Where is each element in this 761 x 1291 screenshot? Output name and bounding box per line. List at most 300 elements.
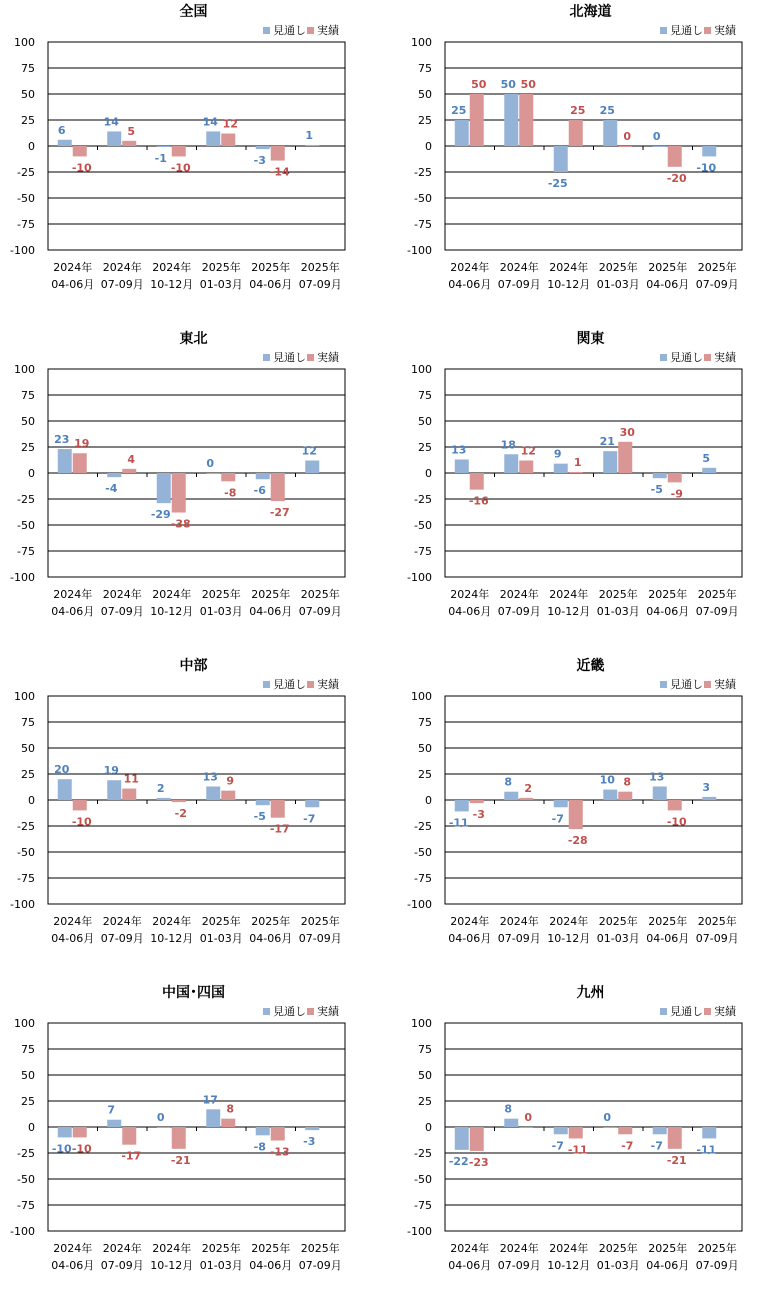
x-tick-label-year: 2025年 <box>648 588 688 601</box>
data-label-forecast: 6 <box>57 123 66 137</box>
data-label-forecast: 50 <box>500 78 516 91</box>
x-tick-label-year: 2025年 <box>300 1242 340 1255</box>
data-label-forecast: 5 <box>702 451 711 465</box>
bar-forecast <box>702 468 716 473</box>
x-tick-label-year: 2024年 <box>102 915 142 928</box>
bar-forecast <box>504 454 518 473</box>
y-tick-label: -50 <box>414 846 432 859</box>
x-tick-label-months: 10-12月 <box>547 932 591 945</box>
y-tick-label: -100 <box>407 244 432 257</box>
legend-swatch-actual <box>307 1008 314 1015</box>
y-tick-label: 25 <box>418 768 432 781</box>
y-tick-label: 100 <box>411 1017 432 1030</box>
bar-forecast <box>157 798 171 800</box>
bar-forecast <box>58 140 72 146</box>
x-tick-label-year: 2025年 <box>251 915 291 928</box>
x-tick-label-year: 2025年 <box>697 261 737 274</box>
data-label-forecast: -7 <box>650 1139 663 1153</box>
data-label-actual: -21 <box>170 1153 191 1167</box>
chart-1 <box>407 3 742 291</box>
x-tick-label-year: 2025年 <box>598 261 638 274</box>
y-tick-label: -100 <box>10 244 35 257</box>
x-tick-label-months: 01-03月 <box>199 278 243 291</box>
bar-forecast <box>554 146 568 172</box>
x-tick-label-months: 10-12月 <box>150 932 194 945</box>
bar-actual <box>73 453 87 473</box>
data-label-forecast: 0 <box>206 457 215 470</box>
data-label-forecast: 2 <box>156 781 165 795</box>
y-tick-label: 100 <box>14 363 35 376</box>
y-tick-label: 50 <box>418 1069 432 1082</box>
x-tick-label-months: 10-12月 <box>150 1259 194 1272</box>
bar-forecast <box>653 786 667 800</box>
y-tick-label: 25 <box>418 114 432 127</box>
bar-forecast <box>702 1127 716 1138</box>
data-label-actual: -2 <box>174 807 187 821</box>
y-tick-label: 25 <box>418 1095 432 1108</box>
y-tick-label: 75 <box>21 716 35 729</box>
bar-forecast <box>206 473 220 474</box>
legend-label-forecast: 見通し <box>670 24 703 37</box>
bar-forecast <box>653 473 667 478</box>
y-tick-label: -25 <box>17 166 35 179</box>
data-label-forecast: -7 <box>551 1139 564 1153</box>
y-tick-label: 100 <box>14 36 35 49</box>
data-label-actual: 12 <box>222 117 238 131</box>
x-tick-label-year: 2024年 <box>102 261 142 274</box>
x-tick-label-year: 2025年 <box>251 261 291 274</box>
x-tick-label-year: 2024年 <box>549 588 589 601</box>
x-tick-label-months: 10-12月 <box>547 278 591 291</box>
data-label-forecast: 14 <box>103 115 119 129</box>
y-tick-label: 75 <box>21 62 35 75</box>
data-label-forecast: -7 <box>551 812 564 826</box>
x-tick-label-year: 2025年 <box>697 915 737 928</box>
legend-label-forecast: 見通し <box>273 351 306 364</box>
bar-forecast <box>256 800 270 805</box>
y-tick-label: 100 <box>411 363 432 376</box>
legend-label-actual: 実績 <box>317 1005 339 1018</box>
data-label-forecast: 13 <box>451 443 467 457</box>
y-tick-label: 75 <box>418 716 432 729</box>
bar-forecast <box>455 800 469 811</box>
data-label-forecast: 19 <box>103 764 119 778</box>
bar-forecast <box>603 1127 617 1128</box>
bar-forecast <box>504 1119 518 1127</box>
legend-label-forecast: 見通し <box>670 351 703 364</box>
x-tick-label-year: 2024年 <box>450 915 490 928</box>
bar-actual <box>569 800 583 829</box>
x-tick-label-year: 2024年 <box>450 588 490 601</box>
x-tick-label-months: 07-09月 <box>100 1259 144 1272</box>
bar-forecast <box>305 800 319 807</box>
chart-title: 北海道 <box>569 4 612 20</box>
bar-actual <box>470 94 484 146</box>
bar-forecast <box>305 145 319 146</box>
bar-actual <box>519 94 533 146</box>
x-tick-label-months: 10-12月 <box>150 605 194 618</box>
chart-title: 関東 <box>576 331 605 347</box>
data-label-forecast: 8 <box>504 1102 513 1116</box>
data-label-forecast: -3 <box>303 1135 316 1149</box>
y-tick-label: -25 <box>414 493 432 506</box>
legend-swatch-forecast <box>660 27 667 34</box>
bar-forecast <box>107 780 121 800</box>
x-tick-label-months: 04-06月 <box>249 1259 293 1272</box>
data-label-forecast: 0 <box>156 1111 165 1124</box>
data-label-actual: -21 <box>666 1153 687 1167</box>
x-tick-label-months: 04-06月 <box>448 278 492 291</box>
data-label-actual: 0 <box>524 1111 533 1124</box>
x-tick-label-months: 07-09月 <box>497 605 541 618</box>
legend-swatch-actual <box>307 27 314 34</box>
data-label-forecast: -7 <box>303 812 316 826</box>
bar-forecast <box>305 461 319 473</box>
y-tick-label: 25 <box>21 441 35 454</box>
chart-3 <box>407 330 742 618</box>
y-tick-label: 75 <box>418 62 432 75</box>
y-tick-label: 100 <box>411 690 432 703</box>
legend-label-forecast: 見通し <box>670 1005 703 1018</box>
legend-swatch-forecast <box>660 681 667 688</box>
chart-title: 近畿 <box>576 658 605 674</box>
y-tick-label: -75 <box>17 872 35 885</box>
legend-label-actual: 実績 <box>714 678 736 691</box>
data-label-forecast: 14 <box>202 115 218 129</box>
data-label-forecast: -25 <box>547 177 568 190</box>
bar-forecast <box>603 790 617 800</box>
legend-swatch-forecast <box>263 1008 270 1015</box>
bar-forecast <box>107 131 121 146</box>
bar-forecast <box>504 792 518 800</box>
bar-actual <box>73 146 87 156</box>
bar-forecast <box>58 779 72 800</box>
data-label-actual: -16 <box>468 494 489 508</box>
data-label-forecast: 0 <box>652 130 661 143</box>
bar-forecast <box>603 451 617 473</box>
x-tick-label-year: 2024年 <box>499 915 539 928</box>
x-tick-label-year: 2025年 <box>300 915 340 928</box>
bar-actual <box>271 1127 285 1141</box>
x-tick-label-year: 2024年 <box>152 915 192 928</box>
x-tick-label-months: 04-06月 <box>448 1259 492 1272</box>
y-tick-label: -25 <box>17 820 35 833</box>
y-tick-label: -100 <box>10 898 35 911</box>
data-label-actual: -10 <box>666 815 687 829</box>
data-label-actual: -3 <box>472 808 485 822</box>
y-tick-label: -75 <box>414 218 432 231</box>
legend-swatch-forecast <box>660 354 667 361</box>
x-tick-label-months: 04-06月 <box>51 278 95 291</box>
x-tick-label-year: 2025年 <box>201 915 241 928</box>
y-tick-label: 75 <box>418 389 432 402</box>
y-tick-label: 50 <box>21 415 35 428</box>
y-tick-label: 25 <box>418 441 432 454</box>
y-tick-label: 0 <box>28 140 35 153</box>
x-tick-label-year: 2024年 <box>53 1242 93 1255</box>
bar-actual <box>221 791 235 800</box>
y-tick-label: -25 <box>17 493 35 506</box>
x-tick-label-months: 07-09月 <box>695 605 739 618</box>
data-label-forecast: 18 <box>500 438 516 452</box>
x-tick-label-months: 07-09月 <box>100 605 144 618</box>
y-tick-label: -75 <box>414 872 432 885</box>
x-tick-label-months: 07-09月 <box>100 932 144 945</box>
x-tick-label-year: 2025年 <box>201 588 241 601</box>
x-tick-label-year: 2025年 <box>697 1242 737 1255</box>
y-tick-label: 0 <box>28 467 35 480</box>
bar-actual <box>668 800 682 810</box>
y-tick-label: 50 <box>21 1069 35 1082</box>
bar-actual <box>271 800 285 818</box>
legend-label-forecast: 見通し <box>670 678 703 691</box>
x-tick-label-year: 2025年 <box>648 1242 688 1255</box>
bar-actual <box>271 473 285 501</box>
x-tick-label-year: 2025年 <box>648 261 688 274</box>
x-tick-label-year: 2025年 <box>201 261 241 274</box>
bar-forecast <box>702 146 716 156</box>
data-label-forecast: 3 <box>702 780 711 794</box>
data-label-forecast: 0 <box>603 1111 612 1124</box>
legend-label-forecast: 見通し <box>273 678 306 691</box>
x-tick-label-year: 2025年 <box>598 915 638 928</box>
legend-label-actual: 実績 <box>714 351 736 364</box>
x-tick-label-year: 2025年 <box>697 588 737 601</box>
x-tick-label-year: 2024年 <box>549 915 589 928</box>
x-tick-label-year: 2024年 <box>152 261 192 274</box>
bar-forecast <box>653 146 667 147</box>
data-label-actual: 19 <box>74 437 90 451</box>
bar-actual <box>668 1127 682 1149</box>
data-label-actual: 25 <box>570 104 586 117</box>
y-tick-label: -75 <box>17 218 35 231</box>
data-label-actual: -23 <box>468 1155 489 1169</box>
y-tick-label: -50 <box>17 192 35 205</box>
x-tick-label-year: 2025年 <box>251 1242 291 1255</box>
data-label-forecast: -10 <box>51 1142 72 1156</box>
legend-swatch-actual <box>704 681 711 688</box>
legend-swatch-forecast <box>263 681 270 688</box>
data-label-forecast: 9 <box>553 447 562 461</box>
x-tick-label-months: 10-12月 <box>150 278 194 291</box>
data-label-actual: -38 <box>170 517 191 531</box>
bar-actual <box>569 120 583 146</box>
x-tick-label-months: 01-03月 <box>596 278 640 291</box>
legend-swatch-actual <box>307 681 314 688</box>
data-label-forecast: -1 <box>154 152 167 166</box>
chart-5 <box>407 657 742 945</box>
y-tick-label: 100 <box>411 36 432 49</box>
bar-actual <box>668 146 682 167</box>
data-label-forecast: -5 <box>253 810 266 824</box>
data-label-actual: 30 <box>619 425 635 439</box>
bar-actual <box>618 442 632 473</box>
x-tick-label-year: 2024年 <box>102 588 142 601</box>
bar-forecast <box>504 94 518 146</box>
y-tick-label: 50 <box>418 88 432 101</box>
bar-actual <box>221 134 235 146</box>
data-label-actual: 8 <box>226 1102 235 1116</box>
data-label-forecast: 13 <box>202 770 218 784</box>
data-label-forecast: -11 <box>448 816 469 830</box>
bar-actual <box>172 473 186 513</box>
legend-label-forecast: 見通し <box>273 24 306 37</box>
y-tick-label: -50 <box>17 1173 35 1186</box>
data-label-actual: -11 <box>567 1143 588 1157</box>
data-label-forecast: -4 <box>105 482 118 496</box>
data-label-forecast: 23 <box>54 433 70 447</box>
legend-label-actual: 実績 <box>317 678 339 691</box>
data-label-actual: -17 <box>121 1149 142 1163</box>
x-tick-label-months: 07-09月 <box>695 278 739 291</box>
bar-forecast <box>455 1127 469 1150</box>
x-tick-label-year: 2025年 <box>251 588 291 601</box>
y-tick-label: -50 <box>414 519 432 532</box>
data-label-forecast: -11 <box>696 1143 717 1157</box>
bar-actual <box>122 469 136 473</box>
legend-label-forecast: 見通し <box>273 1005 306 1018</box>
legend-label-actual: 実績 <box>317 351 339 364</box>
x-tick-label-months: 10-12月 <box>547 1259 591 1272</box>
chart-4 <box>10 657 345 945</box>
y-tick-label: 75 <box>21 389 35 402</box>
bar-forecast <box>206 131 220 146</box>
bar-actual <box>618 146 632 147</box>
data-label-forecast: -6 <box>253 484 266 498</box>
bar-actual <box>668 473 682 482</box>
x-tick-label-year: 2024年 <box>499 1242 539 1255</box>
legend-swatch-actual <box>704 27 711 34</box>
x-tick-label-months: 07-09月 <box>298 278 342 291</box>
x-tick-label-months: 04-06月 <box>249 605 293 618</box>
y-tick-label: -100 <box>407 898 432 911</box>
data-label-forecast: 12 <box>301 444 317 458</box>
y-tick-label: 50 <box>21 742 35 755</box>
x-tick-label-months: 10-12月 <box>547 605 591 618</box>
x-tick-label-months: 07-09月 <box>100 278 144 291</box>
data-label-actual: 50 <box>520 78 536 91</box>
bar-actual <box>470 800 484 803</box>
chart-title: 中部 <box>179 658 208 674</box>
bar-forecast <box>107 1120 121 1127</box>
x-tick-label-months: 07-09月 <box>497 1259 541 1272</box>
chart-title: 全国 <box>179 4 208 20</box>
y-tick-label: 100 <box>14 1017 35 1030</box>
legend-swatch-forecast <box>660 1008 667 1015</box>
x-tick-label-months: 01-03月 <box>199 932 243 945</box>
y-tick-label: 50 <box>418 415 432 428</box>
y-tick-label: -25 <box>414 1147 432 1160</box>
data-label-actual: -10 <box>71 815 92 829</box>
y-tick-label: -75 <box>17 1199 35 1212</box>
chart-title: 九州 <box>576 985 605 1001</box>
bar-forecast <box>256 146 270 149</box>
x-tick-label-months: 07-09月 <box>497 278 541 291</box>
y-tick-label: 0 <box>425 794 432 807</box>
bar-forecast <box>554 800 568 807</box>
y-tick-label: -75 <box>17 545 35 558</box>
y-tick-label: -100 <box>10 1225 35 1238</box>
x-tick-label-months: 07-09月 <box>298 605 342 618</box>
bar-forecast <box>653 1127 667 1134</box>
bar-forecast <box>603 120 617 146</box>
x-tick-label-months: 01-03月 <box>596 1259 640 1272</box>
bar-forecast <box>256 473 270 479</box>
x-tick-label-months: 07-09月 <box>695 932 739 945</box>
x-tick-label-year: 2024年 <box>549 261 589 274</box>
data-label-actual: 0 <box>623 130 632 143</box>
legend-swatch-actual <box>307 354 314 361</box>
data-label-forecast: -3 <box>253 154 266 168</box>
legend-label-actual: 実績 <box>317 24 339 37</box>
y-tick-label: 0 <box>425 467 432 480</box>
bar-actual <box>569 472 583 473</box>
data-label-actual: -27 <box>269 506 290 520</box>
y-tick-label: -50 <box>17 519 35 532</box>
bar-forecast <box>157 146 171 147</box>
x-tick-label-months: 04-06月 <box>646 932 690 945</box>
x-tick-label-year: 2025年 <box>201 1242 241 1255</box>
y-tick-label: -75 <box>414 545 432 558</box>
y-tick-label: 0 <box>28 1121 35 1134</box>
data-label-actual: 5 <box>127 124 136 138</box>
x-tick-label-year: 2024年 <box>549 1242 589 1255</box>
x-tick-label-months: 04-06月 <box>249 932 293 945</box>
data-label-actual: -10 <box>71 1142 92 1156</box>
x-tick-label-months: 04-06月 <box>646 605 690 618</box>
bar-actual <box>172 1127 186 1149</box>
bar-actual <box>122 1127 136 1145</box>
bar-forecast <box>206 1109 220 1127</box>
y-tick-label: -50 <box>414 1173 432 1186</box>
y-tick-label: 100 <box>14 690 35 703</box>
data-label-actual: -10 <box>71 161 92 175</box>
x-tick-label-months: 07-09月 <box>298 932 342 945</box>
x-tick-label-months: 01-03月 <box>199 605 243 618</box>
x-tick-label-year: 2025年 <box>300 261 340 274</box>
data-label-actual: -10 <box>170 161 191 175</box>
bar-actual <box>221 1119 235 1127</box>
bar-actual <box>122 789 136 800</box>
legend-swatch-forecast <box>263 27 270 34</box>
x-tick-label-months: 01-03月 <box>199 1259 243 1272</box>
y-tick-label: 0 <box>425 140 432 153</box>
y-tick-label: -25 <box>414 166 432 179</box>
chart-0 <box>10 3 345 291</box>
data-label-forecast: -8 <box>253 1140 266 1154</box>
chart-title: 中国･四国 <box>162 985 225 1001</box>
y-tick-label: 25 <box>21 768 35 781</box>
bar-forecast <box>58 1127 72 1137</box>
x-tick-label-year: 2024年 <box>53 588 93 601</box>
bar-forecast <box>107 473 121 477</box>
x-tick-label-months: 07-09月 <box>497 932 541 945</box>
data-label-actual: -9 <box>670 487 683 501</box>
x-tick-label-months: 01-03月 <box>596 605 640 618</box>
data-label-forecast: 7 <box>107 1103 116 1117</box>
data-label-actual: -8 <box>224 486 237 500</box>
chart-2 <box>10 330 345 618</box>
x-tick-label-months: 01-03月 <box>596 932 640 945</box>
bar-actual <box>172 800 186 802</box>
x-tick-label-months: 04-06月 <box>448 932 492 945</box>
x-tick-label-year: 2024年 <box>450 261 490 274</box>
data-label-actual: -14 <box>269 165 290 179</box>
chart-title: 東北 <box>179 331 208 347</box>
legend-swatch-actual <box>704 354 711 361</box>
data-label-actual: -20 <box>666 171 687 185</box>
bar-actual <box>519 798 533 800</box>
